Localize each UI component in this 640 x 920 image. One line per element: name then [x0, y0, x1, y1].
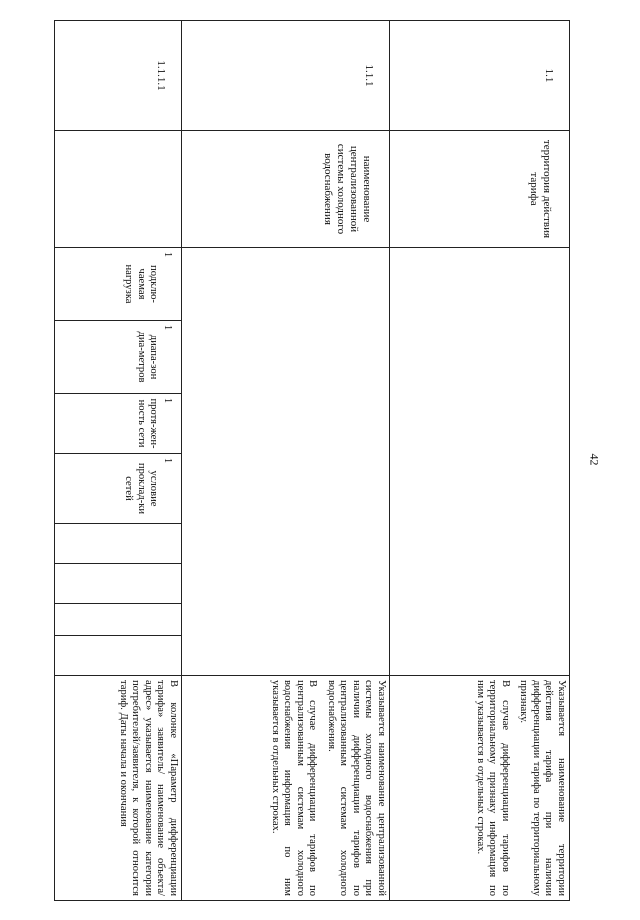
sub-header-diameter-range: [55, 321, 182, 394]
empty-cell: [55, 604, 182, 636]
table-row: [55, 21, 182, 901]
sub-header-label: условие проклад-ки сетей: [123, 462, 160, 515]
row-description: [390, 676, 570, 901]
empty-cell: [55, 636, 182, 676]
description-paragraph: В случае дифференциации тарифов по централизованным системам холодного водоснабжения информация по ним указывается в отдельных строках.: [270, 680, 319, 896]
description-paragraph: В случае дифференциации тарифов по территориальному признаку информация по ним указывается в отдельных строках.: [475, 680, 511, 896]
row-name: наименование централизованной системы холодного водоснабжения: [182, 131, 390, 248]
row-number: 1.1.1: [182, 21, 390, 131]
row-description: [55, 676, 182, 901]
empty-cell: [55, 564, 182, 604]
rotated-table-wrapper: [55, 20, 570, 900]
table-row: [390, 21, 570, 901]
sub-header-network-length: [55, 394, 182, 454]
row-name: [55, 131, 182, 248]
empty-cell: [182, 248, 390, 676]
empty-cell: [390, 248, 570, 676]
empty-cell: [55, 524, 182, 564]
row-name: территория действия тарифа: [390, 131, 570, 248]
sub-header-label: диапа-зон диа-метров: [135, 331, 160, 383]
tariff-table: [54, 20, 570, 901]
row-number: 1.1: [390, 21, 570, 131]
sub-header-label: протя-жен-ность сети: [135, 398, 160, 449]
row-number: 1.1.1.1: [55, 21, 182, 131]
sub-header-index: 1: [162, 252, 173, 257]
sub-header-label: подклю-чаемая нагрузка: [123, 264, 160, 304]
row-description: [182, 676, 390, 901]
sub-header-index: 1: [162, 458, 173, 463]
description-paragraph: Указывается наименование территории действия тарифа при наличии дифференциации тарифа по территориальному признаку.: [518, 680, 567, 896]
description-paragraph: В колонке «Параметр дифференциации тарифа» заявитель/ наименование объекта/ адрес» указывается наименование категории потребителей/заявителя, к которой относится тариф. Даты начала и окончания: [118, 680, 179, 896]
sub-header-connected-load: [55, 248, 182, 321]
page-number: 42: [587, 453, 602, 466]
sub-header-index: 1: [162, 398, 173, 403]
table-row: [182, 21, 390, 901]
sub-header-index: 1: [162, 325, 173, 330]
description-paragraph: Указывается наименование централизованной системы холодного водоснабжения при наличии дифференциации тарифов по централизованным системам холодного водоснабжения.: [326, 680, 387, 896]
sub-header-laying-condition: [55, 454, 182, 524]
